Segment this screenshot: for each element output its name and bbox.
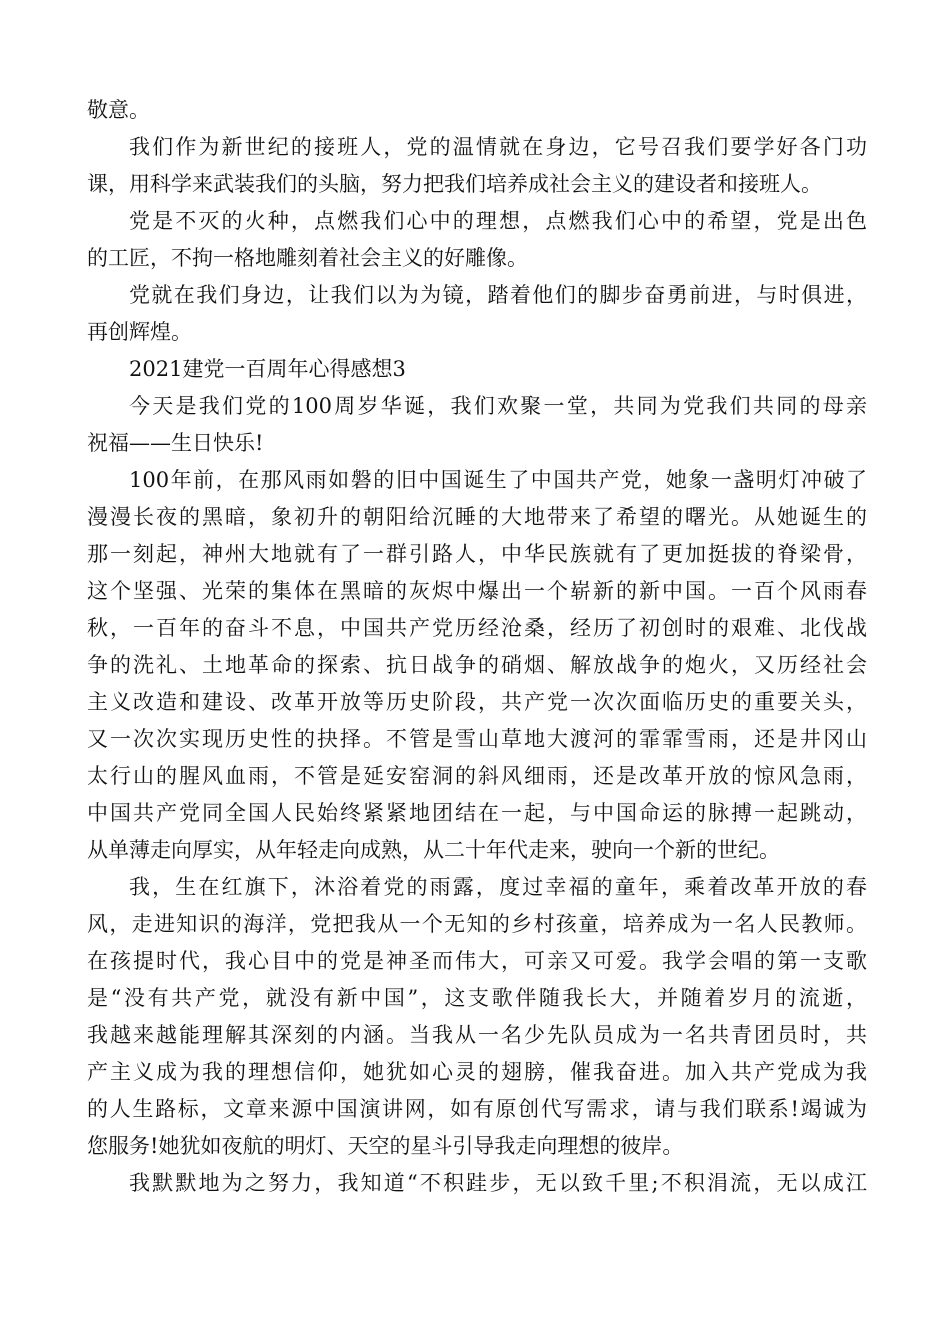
text-line: 党就在我们身边，让我们以为为镜，踏着他们的脚步奋勇前进，与时俱进， [129, 283, 867, 307]
text-line: 我默默地为之努力，我知道“不积跬步，无以致千里;不积涓流，无以成江 [129, 1171, 867, 1195]
text-line: 祝福——生日快乐! [87, 431, 264, 455]
text-line: 是“没有共产党，就没有新中国”，这支歌伴随我长大，并随着岁月的流逝， [87, 986, 867, 1010]
text-line: 又一次次实现历史性的抉择。不管是雪山草地大渡河的霏霏雪雨，还是井冈山 [87, 727, 867, 751]
text-line: 的人生路标，文章来源中国演讲网，如有原创代写需求，请与我们联系!竭诚为 [87, 1097, 867, 1121]
section-heading: 2021建党一百周年心得感想3 [129, 357, 406, 381]
text-line: 那一刻起，神州大地就有了一群引路人，中华民族就有了更加挺拔的脊梁骨， [87, 542, 867, 566]
text-line: 敬意。 [87, 98, 150, 122]
text-line: 在孩提时代，我心目中的党是神圣而伟大，可亲又可爱。我学会唱的第一支歌 [87, 949, 867, 973]
text-line: 争的洗礼、土地革命的探索、抗日战争的硝烟、解放战争的炮火，又历经社会 [87, 653, 867, 677]
text-line: 风，走进知识的海洋，党把我从一个无知的乡村孩童，培养成为一名人民教师。 [87, 912, 867, 936]
text-line: 党是不灭的火种，点燃我们心中的理想，点燃我们心中的希望，党是出色 [129, 209, 867, 233]
text-line: 主义改造和建设、改革开放等历史阶段，共产党一次次面临历史的重要关头， [87, 690, 867, 714]
text-line: 再创辉煌。 [87, 320, 192, 344]
text-line: 我越来越能理解其深刻的内涵。当我从一名少先队员成为一名共青团员时，共 [87, 1023, 867, 1047]
text-line: 我们作为新世纪的接班人，党的温情就在身边，它号召我们要学好各门功 [129, 135, 867, 159]
text-line: 我，生在红旗下，沐浴着党的雨露，度过幸福的童年，乘着改革开放的春 [129, 875, 867, 899]
document-page [87, 92, 867, 1202]
text-line: 中国共产党同全国人民始终紧紧地团结在一起，与中国命运的脉搏一起跳动， [87, 801, 867, 825]
text-line: 漫漫长夜的黑暗，象初升的朝阳给沉睡的大地带来了希望的曙光。从她诞生的 [87, 505, 867, 529]
text-line: 这个坚强、光荣的集体在黑暗的灰烬中爆出一个崭新的新中国。一百个风雨春 [87, 579, 867, 603]
text-line: 太行山的腥风血雨，不管是延安窑洞的斜风细雨，还是改革开放的惊风急雨， [87, 764, 867, 788]
text-line: 的工匠，不拘一格地雕刻着社会主义的好雕像。 [87, 246, 528, 270]
text-line: 课，用科学来武装我们的头脑，努力把我们培养成社会主义的建设者和接班人。 [87, 172, 822, 196]
text-line: 今天是我们党的100周岁华诞，我们欢聚一堂，共同为党我们共同的母亲 [129, 394, 867, 418]
text-line: 100年前，在那风雨如磐的旧中国诞生了中国共产党，她象一盏明灯冲破了 [129, 468, 867, 492]
text-line: 产主义成为我的理想信仰，她犹如心灵的翅膀，催我奋进。加入共产党成为我 [87, 1060, 867, 1084]
text-line: 从单薄走向厚实，从年轻走向成熟，从二十年代走来，驶向一个新的世纪。 [87, 838, 780, 862]
text-line: 秋，一百年的奋斗不息，中国共产党历经沧桑，经历了初创时的艰难、北伐战 [87, 616, 867, 640]
text-line: 您服务!她犹如夜航的明灯、天空的星斗引导我走向理想的彼岸。 [87, 1134, 684, 1158]
